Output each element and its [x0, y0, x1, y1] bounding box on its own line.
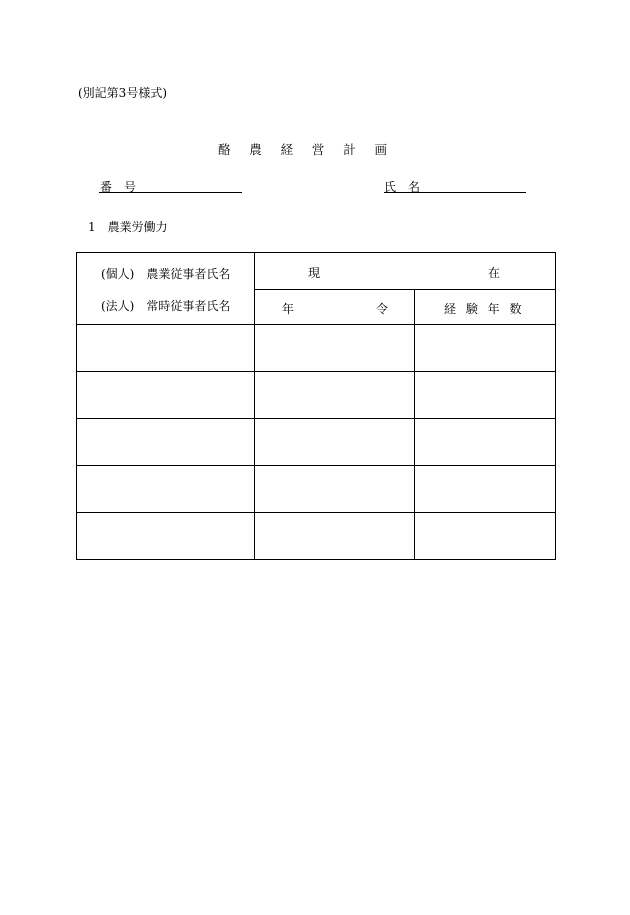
header-current-char2: 在: [488, 266, 501, 280]
header-experience-years: 経 験 年 数: [444, 302, 525, 316]
number-label: 番号: [100, 180, 149, 194]
table-divider-horizontal: [77, 465, 555, 466]
table-divider-horizontal: [77, 324, 555, 325]
name-field[interactable]: [384, 192, 526, 193]
table-divider-horizontal: [77, 371, 555, 372]
name-label: 氏名: [384, 180, 433, 194]
header-current-char1: 現: [308, 266, 321, 280]
table-divider-vertical: [254, 253, 255, 559]
header-corporate-worker: (法人) 常時従事者氏名: [101, 299, 231, 313]
table-divider-horizontal: [77, 512, 555, 513]
header-individual-worker: (個人) 農業従事者氏名: [101, 267, 231, 281]
document-title: 酪農経営計画: [218, 142, 406, 157]
number-field[interactable]: [99, 192, 242, 193]
table-divider-horizontal: [254, 289, 555, 290]
table-divider-vertical: [414, 289, 415, 559]
header-age-char1: 年: [282, 302, 295, 316]
table-divider-horizontal: [77, 418, 555, 419]
header-age-char2: 令: [376, 302, 389, 316]
section-heading-labor: 1 農業労働力: [88, 220, 168, 234]
labor-table: [76, 252, 556, 560]
form-number-label: (別記第3号様式): [78, 86, 167, 100]
